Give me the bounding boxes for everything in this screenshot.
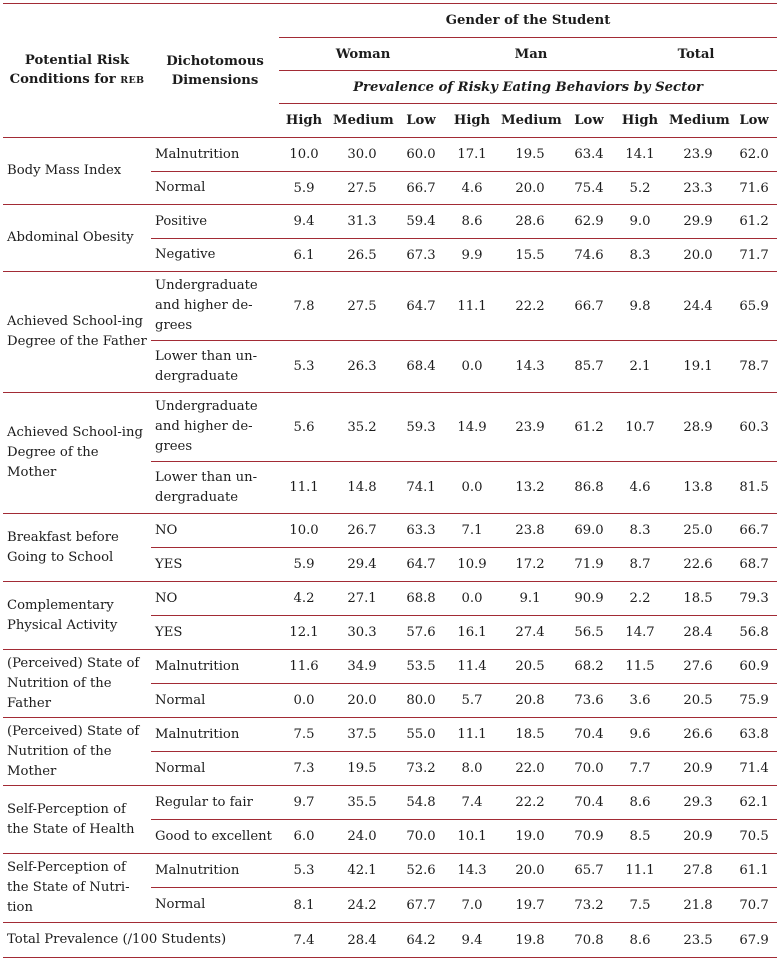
- cell-woman-medium: 35.5: [347, 795, 377, 810]
- cell-man-high: 8.6: [461, 214, 483, 229]
- cell-man-high: 11.1: [457, 298, 487, 314]
- table-row: [3, 854, 777, 888]
- cell-woman-low: 59.3: [406, 419, 436, 435]
- cell-total-high: 8.3: [629, 523, 651, 538]
- cell-man-low: 70.9: [563, 820, 615, 854]
- cell-man-medium: 15.5: [497, 239, 563, 272]
- cell-total-high: 11.5: [625, 659, 655, 674]
- dimension-label: Lower than un-dergraduate: [151, 341, 279, 393]
- cell-woman-low: 74.1: [395, 462, 447, 514]
- table-row: [3, 786, 777, 820]
- cell-woman-medium: 27.1: [347, 591, 377, 606]
- cell-woman-high: 9.7: [293, 795, 315, 810]
- dimension-label: Regular to fair: [155, 794, 253, 810]
- cell-man-medium: 14.3: [497, 341, 563, 393]
- cell-woman-medium: 30.0: [347, 147, 377, 162]
- cell-woman-medium: 30.3: [329, 616, 395, 650]
- cell-total-medium: 19.1: [665, 341, 731, 393]
- cell-total-low: 62.1: [739, 795, 769, 810]
- factor-achieved-school-ing-degree-of-the-father: Achieved School-ing Degree of the Father: [7, 314, 147, 349]
- cell-total-low: 70.5: [731, 820, 777, 854]
- level-header-woman-high: High: [279, 104, 329, 138]
- cell-man-medium: 19.7: [497, 888, 563, 923]
- dimension-label: Malnutrition: [155, 658, 240, 674]
- cell-total-high: 3.6: [615, 684, 665, 718]
- cell-total-low: 63.8: [739, 727, 769, 742]
- cell-woman-medium: 19.5: [329, 752, 395, 786]
- cell-woman-high: 9.4: [293, 214, 315, 229]
- cell-woman-medium: 37.5: [347, 727, 377, 742]
- dimension-label: Normal: [151, 684, 279, 718]
- cell-total-medium: 23.9: [683, 147, 713, 162]
- cell-man-medium: 22.2: [515, 795, 545, 810]
- cell-man-high: 0.0: [447, 462, 497, 514]
- level-header-total-low: Low: [731, 104, 777, 138]
- dimension-label: Undergraduate and higher de-grees: [155, 399, 258, 454]
- total-woman-high: 7.4: [279, 923, 329, 958]
- cell-total-low: 79.3: [739, 591, 769, 606]
- dimension-label: YES: [151, 616, 279, 650]
- cell-woman-high: 11.6: [289, 659, 319, 674]
- cell-woman-medium: 26.7: [347, 523, 377, 538]
- cell-total-low: 71.4: [731, 752, 777, 786]
- table-row: [3, 582, 777, 616]
- table-row: [3, 650, 777, 684]
- group-header-woman: Woman: [279, 38, 447, 71]
- cell-total-medium: 25.0: [683, 523, 713, 538]
- cell-woman-low: 70.0: [395, 820, 447, 854]
- dimension-label: YES: [151, 548, 279, 582]
- cell-man-low: 86.8: [563, 462, 615, 514]
- factor-body-mass-index: Body Mass Index: [7, 163, 122, 178]
- cell-total-low: 71.7: [731, 239, 777, 272]
- cell-man-medium: 28.6: [515, 214, 545, 229]
- cell-woman-low: 53.5: [406, 659, 436, 674]
- cell-man-low: 70.4: [574, 795, 604, 810]
- dimension-label: Malnutrition: [155, 726, 240, 742]
- group-header-total: Total: [615, 38, 777, 71]
- cell-woman-high: 5.3: [279, 341, 329, 393]
- cell-man-medium: 20.0: [497, 172, 563, 205]
- cell-man-medium: 27.4: [497, 616, 563, 650]
- cell-man-high: 5.7: [447, 684, 497, 718]
- cell-total-high: 4.6: [615, 462, 665, 514]
- cell-total-high: 9.6: [629, 727, 651, 742]
- cell-total-medium: 21.8: [665, 888, 731, 923]
- cell-total-low: 65.9: [739, 298, 769, 314]
- cell-woman-low: 80.0: [395, 684, 447, 718]
- factor-abdominal-obesity: Abdominal Obesity: [7, 230, 134, 245]
- cell-woman-high: 5.9: [279, 172, 329, 205]
- cell-total-medium: 22.6: [665, 548, 731, 582]
- cell-man-high: 9.9: [447, 239, 497, 272]
- cell-total-low: 61.2: [739, 214, 769, 229]
- cell-total-low: 60.9: [739, 659, 769, 674]
- cell-man-high: 17.1: [457, 147, 487, 162]
- cell-woman-high: 8.1: [279, 888, 329, 923]
- factor-self-perception-of-the-state-of-nutri-ti: Self-Perception of the State of Nutri-tion: [7, 860, 130, 915]
- cell-total-medium: 20.9: [665, 752, 731, 786]
- cell-woman-high: 4.2: [293, 591, 315, 606]
- cell-total-low: 70.7: [731, 888, 777, 923]
- gender-header: Gender of the Student: [279, 4, 777, 38]
- cell-total-medium: 28.9: [683, 419, 713, 435]
- cell-total-low: 68.7: [731, 548, 777, 582]
- total-woman-medium: 28.4: [329, 923, 395, 958]
- cell-man-low: 74.6: [563, 239, 615, 272]
- cell-total-high: 14.1: [625, 147, 655, 162]
- cell-total-low: 56.8: [731, 616, 777, 650]
- table-row: [3, 718, 777, 752]
- cell-total-medium: 23.3: [665, 172, 731, 205]
- cell-total-high: 7.5: [615, 888, 665, 923]
- cell-woman-low: 63.3: [406, 523, 436, 538]
- table-row: [3, 272, 777, 341]
- cell-total-medium: 24.4: [683, 298, 713, 314]
- cell-man-low: 68.2: [574, 659, 604, 674]
- cell-man-medium: 23.8: [515, 523, 545, 538]
- cell-woman-medium: 31.3: [347, 214, 377, 229]
- cell-total-medium: 28.4: [665, 616, 731, 650]
- cell-woman-high: 10.0: [289, 147, 319, 162]
- risk-conditions-header: [3, 4, 151, 138]
- cell-total-medium: 27.8: [683, 863, 713, 878]
- cell-total-high: 10.7: [625, 419, 655, 435]
- reb-abbreviation: REB: [120, 75, 145, 86]
- cell-total-medium: 29.3: [683, 795, 713, 810]
- cell-total-medium: 20.5: [665, 684, 731, 718]
- cell-woman-medium: 26.5: [329, 239, 395, 272]
- cell-man-low: 73.2: [563, 888, 615, 923]
- total-total-low: 67.9: [731, 923, 777, 958]
- cell-woman-low: 73.2: [395, 752, 447, 786]
- risk-conditions-text: Potential Risk Conditions for: [9, 53, 130, 87]
- factor-breakfast-before-going-to-school: Breakfast before Going to School: [7, 529, 119, 565]
- total-total-medium: 23.5: [665, 923, 731, 958]
- cell-woman-high: 7.5: [293, 727, 315, 742]
- cell-woman-high: 11.1: [279, 462, 329, 514]
- cell-man-medium: 23.9: [515, 419, 545, 435]
- factor-self-perception-of-the-state-of-health: Self-Perception of the State of Health: [7, 801, 135, 837]
- cell-woman-medium: 27.5: [329, 172, 395, 205]
- dimensions-header: Dichotomous Dimensions: [151, 4, 279, 138]
- cell-man-medium: 20.8: [497, 684, 563, 718]
- dimension-label: Normal: [151, 752, 279, 786]
- factor-perceived-state-of-nutrition-of-the-fath: (Perceived) State of Nutrition of the Father: [7, 655, 140, 711]
- level-header-woman-low: Low: [395, 104, 447, 138]
- cell-man-medium: 13.2: [497, 462, 563, 514]
- cell-man-high: 16.1: [447, 616, 497, 650]
- cell-total-high: 8.6: [629, 795, 651, 810]
- factor-achieved-school-ing-degree-of-the-mother: Achieved School-ing Degree of the Mother: [7, 425, 143, 480]
- cell-man-medium: 20.0: [515, 863, 545, 878]
- cell-woman-low: 57.6: [395, 616, 447, 650]
- cell-woman-high: 0.0: [279, 684, 329, 718]
- cell-total-medium: 20.9: [665, 820, 731, 854]
- dimension-label: Positive: [155, 213, 208, 229]
- cell-total-high: 8.3: [615, 239, 665, 272]
- cell-woman-medium: 24.2: [329, 888, 395, 923]
- level-header-total-medium: Medium: [665, 104, 731, 138]
- cell-woman-high: 5.9: [279, 548, 329, 582]
- level-header-woman-medium: Medium: [329, 104, 395, 138]
- cell-total-medium: 29.9: [683, 214, 713, 229]
- cell-total-medium: 13.8: [665, 462, 731, 514]
- cell-man-low: 71.9: [563, 548, 615, 582]
- cell-total-high: 8.5: [615, 820, 665, 854]
- cell-man-low: 90.9: [574, 591, 604, 606]
- cell-woman-low: 59.4: [406, 214, 436, 229]
- total-woman-low: 64.2: [395, 923, 447, 958]
- cell-total-high: 14.7: [615, 616, 665, 650]
- cell-woman-high: 12.1: [279, 616, 329, 650]
- table-row: [3, 393, 777, 462]
- cell-man-high: 11.4: [457, 659, 487, 674]
- cell-woman-low: 67.7: [395, 888, 447, 923]
- dimension-label: Malnutrition: [155, 862, 240, 878]
- factor-complementary-physical-activity: Complementary Physical Activity: [7, 597, 118, 633]
- total-man-medium: 19.8: [497, 923, 563, 958]
- cell-total-high: 2.2: [629, 591, 651, 606]
- cell-woman-low: 52.6: [406, 863, 436, 878]
- prevalence-table: [3, 3, 777, 958]
- total-man-low: 70.8: [563, 923, 615, 958]
- cell-man-high: 7.4: [461, 795, 483, 810]
- cell-man-medium: 22.2: [515, 298, 545, 314]
- cell-man-high: 0.0: [461, 591, 483, 606]
- cell-man-low: 69.0: [574, 523, 604, 538]
- cell-total-low: 75.9: [731, 684, 777, 718]
- cell-woman-high: 10.0: [289, 523, 319, 538]
- cell-total-high: 5.2: [615, 172, 665, 205]
- cell-woman-high: 7.8: [293, 298, 315, 314]
- cell-woman-medium: 34.9: [347, 659, 377, 674]
- cell-total-low: 81.5: [731, 462, 777, 514]
- cell-woman-high: 6.1: [279, 239, 329, 272]
- dimension-label: Normal: [151, 172, 279, 205]
- cell-woman-medium: 24.0: [329, 820, 395, 854]
- cell-total-medium: 20.0: [665, 239, 731, 272]
- cell-woman-low: 68.8: [406, 591, 436, 606]
- dimension-label: Malnutrition: [155, 146, 240, 162]
- factor-perceived-state-of-nutrition-of-the-moth: (Perceived) State of Nutrition of the Mother: [7, 723, 140, 779]
- level-header-man-high: High: [447, 104, 497, 138]
- total-row: [3, 923, 777, 958]
- cell-woman-medium: 27.5: [347, 298, 377, 314]
- dimension-label: Lower than un-dergraduate: [151, 462, 279, 514]
- cell-man-high: 10.1: [447, 820, 497, 854]
- prevalence-subheader: Prevalence of Risky Eating Behaviors by Sector: [279, 71, 777, 104]
- cell-total-high: 7.7: [615, 752, 665, 786]
- cell-man-low: 70.4: [574, 727, 604, 742]
- cell-man-low: 75.4: [563, 172, 615, 205]
- level-header-man-medium: Medium: [497, 104, 563, 138]
- cell-total-low: 61.1: [739, 863, 769, 878]
- cell-woman-low: 68.4: [395, 341, 447, 393]
- cell-total-high: 11.1: [625, 863, 655, 878]
- cell-man-medium: 22.0: [497, 752, 563, 786]
- cell-man-low: 61.2: [574, 419, 604, 435]
- level-header-total-high: High: [615, 104, 665, 138]
- dimension-label: Negative: [151, 239, 279, 272]
- group-header-man: Man: [447, 38, 615, 71]
- cell-total-low: 66.7: [739, 523, 769, 538]
- cell-woman-low: 66.7: [395, 172, 447, 205]
- cell-man-medium: 18.5: [515, 727, 545, 742]
- cell-woman-medium: 42.1: [347, 863, 377, 878]
- cell-total-high: 9.0: [629, 214, 651, 229]
- cell-man-low: 73.6: [563, 684, 615, 718]
- cell-man-high: 14.9: [457, 419, 487, 435]
- cell-woman-high: 6.0: [279, 820, 329, 854]
- cell-man-high: 10.9: [447, 548, 497, 582]
- cell-woman-medium: 29.4: [329, 548, 395, 582]
- cell-woman-medium: 20.0: [329, 684, 395, 718]
- cell-total-medium: 27.6: [683, 659, 713, 674]
- cell-woman-low: 67.3: [395, 239, 447, 272]
- cell-man-high: 7.1: [461, 523, 483, 538]
- dimension-label: Normal: [151, 888, 279, 923]
- cell-total-low: 62.0: [739, 147, 769, 162]
- cell-man-high: 11.1: [457, 727, 487, 742]
- cell-man-low: 70.0: [563, 752, 615, 786]
- cell-man-medium: 17.2: [497, 548, 563, 582]
- level-header-man-low: Low: [563, 104, 615, 138]
- cell-woman-medium: 35.2: [347, 419, 377, 435]
- cell-man-low: 56.5: [563, 616, 615, 650]
- cell-man-medium: 19.0: [497, 820, 563, 854]
- cell-woman-low: 60.0: [406, 147, 436, 162]
- table-row: [3, 138, 777, 172]
- cell-woman-low: 54.8: [406, 795, 436, 810]
- cell-woman-medium: 26.3: [329, 341, 395, 393]
- cell-woman-low: 55.0: [406, 727, 436, 742]
- cell-total-high: 2.1: [615, 341, 665, 393]
- cell-woman-low: 64.7: [395, 548, 447, 582]
- cell-total-high: 9.8: [629, 298, 651, 314]
- cell-man-medium: 9.1: [519, 591, 541, 606]
- cell-total-low: 71.6: [731, 172, 777, 205]
- total-prevalence-label: Total Prevalence (/100 Students): [3, 923, 279, 958]
- cell-woman-high: 5.3: [293, 863, 315, 878]
- dimension-label: Undergraduate and higher de-grees: [155, 278, 258, 333]
- cell-man-high: 0.0: [447, 341, 497, 393]
- total-total-high: 8.6: [615, 923, 665, 958]
- cell-woman-medium: 14.8: [329, 462, 395, 514]
- cell-man-high: 14.3: [457, 863, 487, 878]
- table-row: [3, 205, 777, 239]
- cell-woman-low: 64.7: [406, 298, 436, 314]
- cell-total-medium: 18.5: [683, 591, 713, 606]
- cell-man-high: 4.6: [447, 172, 497, 205]
- cell-man-low: 66.7: [574, 298, 604, 314]
- cell-man-low: 65.7: [574, 863, 604, 878]
- dimension-label: Good to excellent: [151, 820, 279, 854]
- total-man-high: 9.4: [447, 923, 497, 958]
- cell-man-medium: 19.5: [515, 147, 545, 162]
- cell-total-low: 60.3: [739, 419, 769, 435]
- cell-woman-high: 5.6: [293, 419, 315, 435]
- dimension-label: NO: [155, 522, 178, 538]
- cell-man-low: 85.7: [563, 341, 615, 393]
- cell-total-low: 78.7: [731, 341, 777, 393]
- cell-man-low: 62.9: [574, 214, 604, 229]
- cell-total-high: 8.7: [615, 548, 665, 582]
- dimension-label: NO: [155, 590, 178, 606]
- cell-man-medium: 20.5: [515, 659, 545, 674]
- cell-man-low: 63.4: [574, 147, 604, 162]
- table-row: [3, 514, 777, 548]
- cell-man-high: 7.0: [447, 888, 497, 923]
- cell-total-medium: 26.6: [683, 727, 713, 742]
- cell-man-high: 8.0: [447, 752, 497, 786]
- cell-woman-high: 7.3: [279, 752, 329, 786]
